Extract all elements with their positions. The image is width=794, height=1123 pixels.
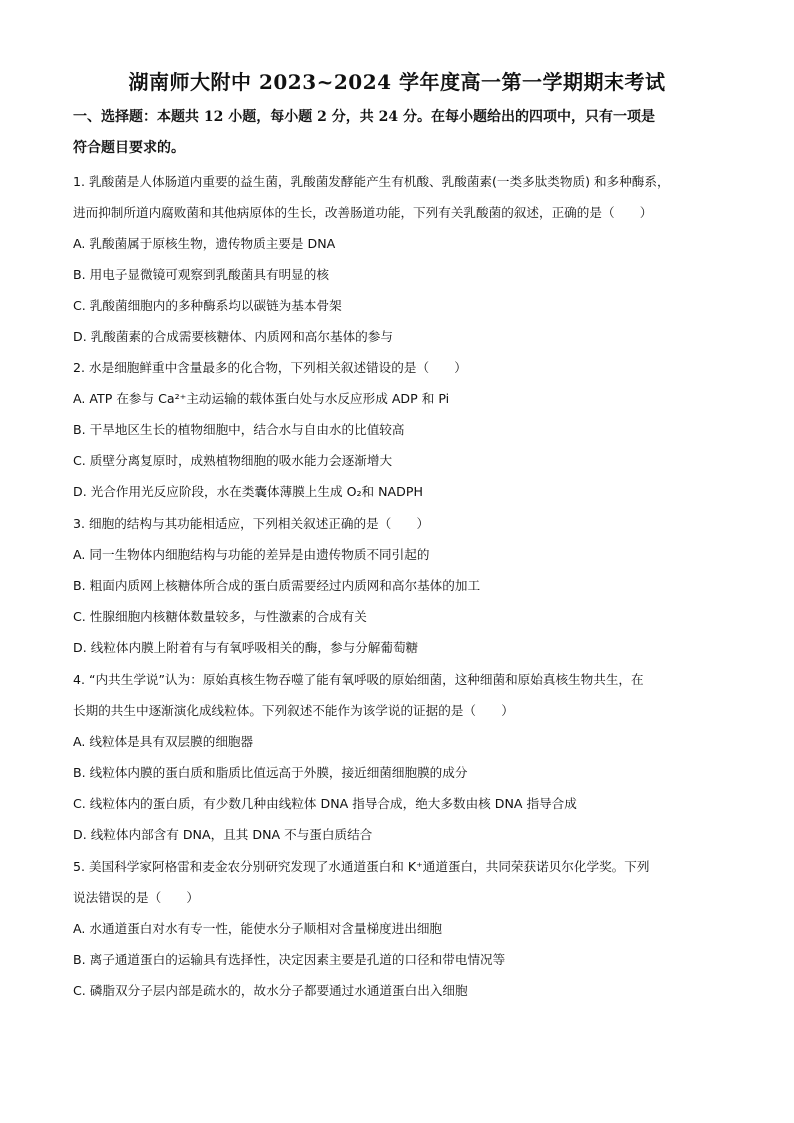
q1-option-c: C. 乳酸菌细胞内的多种酶系均以碳链为基本骨架 [73, 298, 342, 313]
q5-option-c: C. 磷脂双分子层内部是疏水的，故水分子都要通过水通道蛋白出入细胞 [73, 983, 468, 998]
q1-option-a: A. 乳酸菌属于原核生物，遗传物质主要是 DNA [73, 236, 336, 251]
q4-option-b: B. 线粒体内膜的蛋白质和脂质比值远高于外膜，接近细菌细胞膜的成分 [73, 765, 468, 780]
q1-option-d: D. 乳酸菌素的合成需要核糖体、内质网和高尔基体的参与 [73, 329, 393, 344]
q3-option-a: A. 同一生物体内细胞结构与功能的差异是由遗传物质不同引起的 [73, 547, 430, 562]
q3-stem: 3. 细胞的结构与其功能相适应，下列相关叙述正确的是（ ） [73, 516, 430, 531]
q5-option-b: B. 离子通道蛋白的运输具有选择性，决定因素主要是孔道的口径和带电情况等 [73, 952, 506, 967]
q4-stem-line-1: 4. “内共生学说”认为：原始真核生物吞噬了能有氧呼吸的原始细菌，这种细菌和原始真核生物共生，在 [73, 672, 644, 687]
section-heading-line-1: 一、选择题：本题共 12 小题，每小题 2 分，共 24 分。在每小题给出的四项中，只有一项是 [73, 109, 655, 125]
section-heading [73, 102, 733, 164]
q5-stem-line-1: 5. 美国科学家阿格雷和麦金农分别研究发现了水通道蛋白和 K⁺通道蛋白，共同荣获诺贝尔化学奖。下列 [73, 859, 650, 874]
q3-option-d: D. 线粒体内膜上附着有与有氧呼吸相关的酶，参与分解葡萄糖 [73, 640, 419, 655]
q2-option-a: A. ATP 在参与 Ca²⁺主动运输的载体蛋白处与水反应形成 ADP 和 Pi [73, 391, 450, 406]
q3-option-b: B. 粗面内质网上核糖体所合成的蛋白质需要经过内质网和高尔基体的加工 [73, 578, 481, 593]
q4-stem-line-2: 长期的共生中逐渐演化成线粒体。下列叙述不能作为该学说的证据的是（ ） [73, 703, 514, 718]
q4-option-a: A. 线粒体是具有双层膜的细胞器 [73, 734, 254, 749]
section-heading-line-2: 符合题目要求的。 [73, 140, 185, 156]
q5-stem-line-2: 说法错误的是（ ） [73, 890, 199, 905]
q5-option-a: A. 水通道蛋白对水有专一性，能使水分子顺相对含量梯度进出细胞 [73, 921, 443, 936]
q2-option-c: C. 质壁分离复原时，成熟植物细胞的吸水能力会逐渐增大 [73, 453, 393, 468]
q4-option-d: D. 线粒体内部含有 DNA，且其 DNA 不与蛋白质结合 [73, 827, 373, 842]
exam-title: 湖南师大附中 2023~2024 学年度高一第一学期期末考试 [128, 70, 666, 94]
q1-option-b: B. 用电子显微镜可观察到乳酸菌具有明显的核 [73, 267, 329, 282]
q2-stem: 2. 水是细胞鲜重中含量最多的化合物，下列相关叙述错设的是（ ） [73, 360, 467, 375]
q2-option-b: B. 干旱地区生长的植物细胞中，结合水与自由水的比值较高 [73, 422, 405, 437]
q1-stem-line-1: 1. 乳酸菌是人体肠道内重要的益生菌，乳酸菌发酵能产生有机酸、乳酸菌素(一类多肽类物质) 和多种酶系， [73, 174, 670, 189]
q1-stem-line-2: 进而抑制所道内腐败菌和其他病原体的生长，改善肠道功能，下列有关乳酸菌的叙述，正确的是（ ） [73, 205, 653, 220]
q3-option-c: C. 性腺细胞内核糖体数量较多，与性激素的合成有关 [73, 609, 367, 624]
q2-option-d: D. 光合作用光反应阶段，水在类囊体薄膜上生成 O₂和 NADPH [73, 484, 423, 499]
q4-option-c: C. 线粒体内的蛋白质，有少数几种由线粒体 DNA 指导合成，绝大多数由核 DNA 指导合成 [73, 796, 577, 811]
